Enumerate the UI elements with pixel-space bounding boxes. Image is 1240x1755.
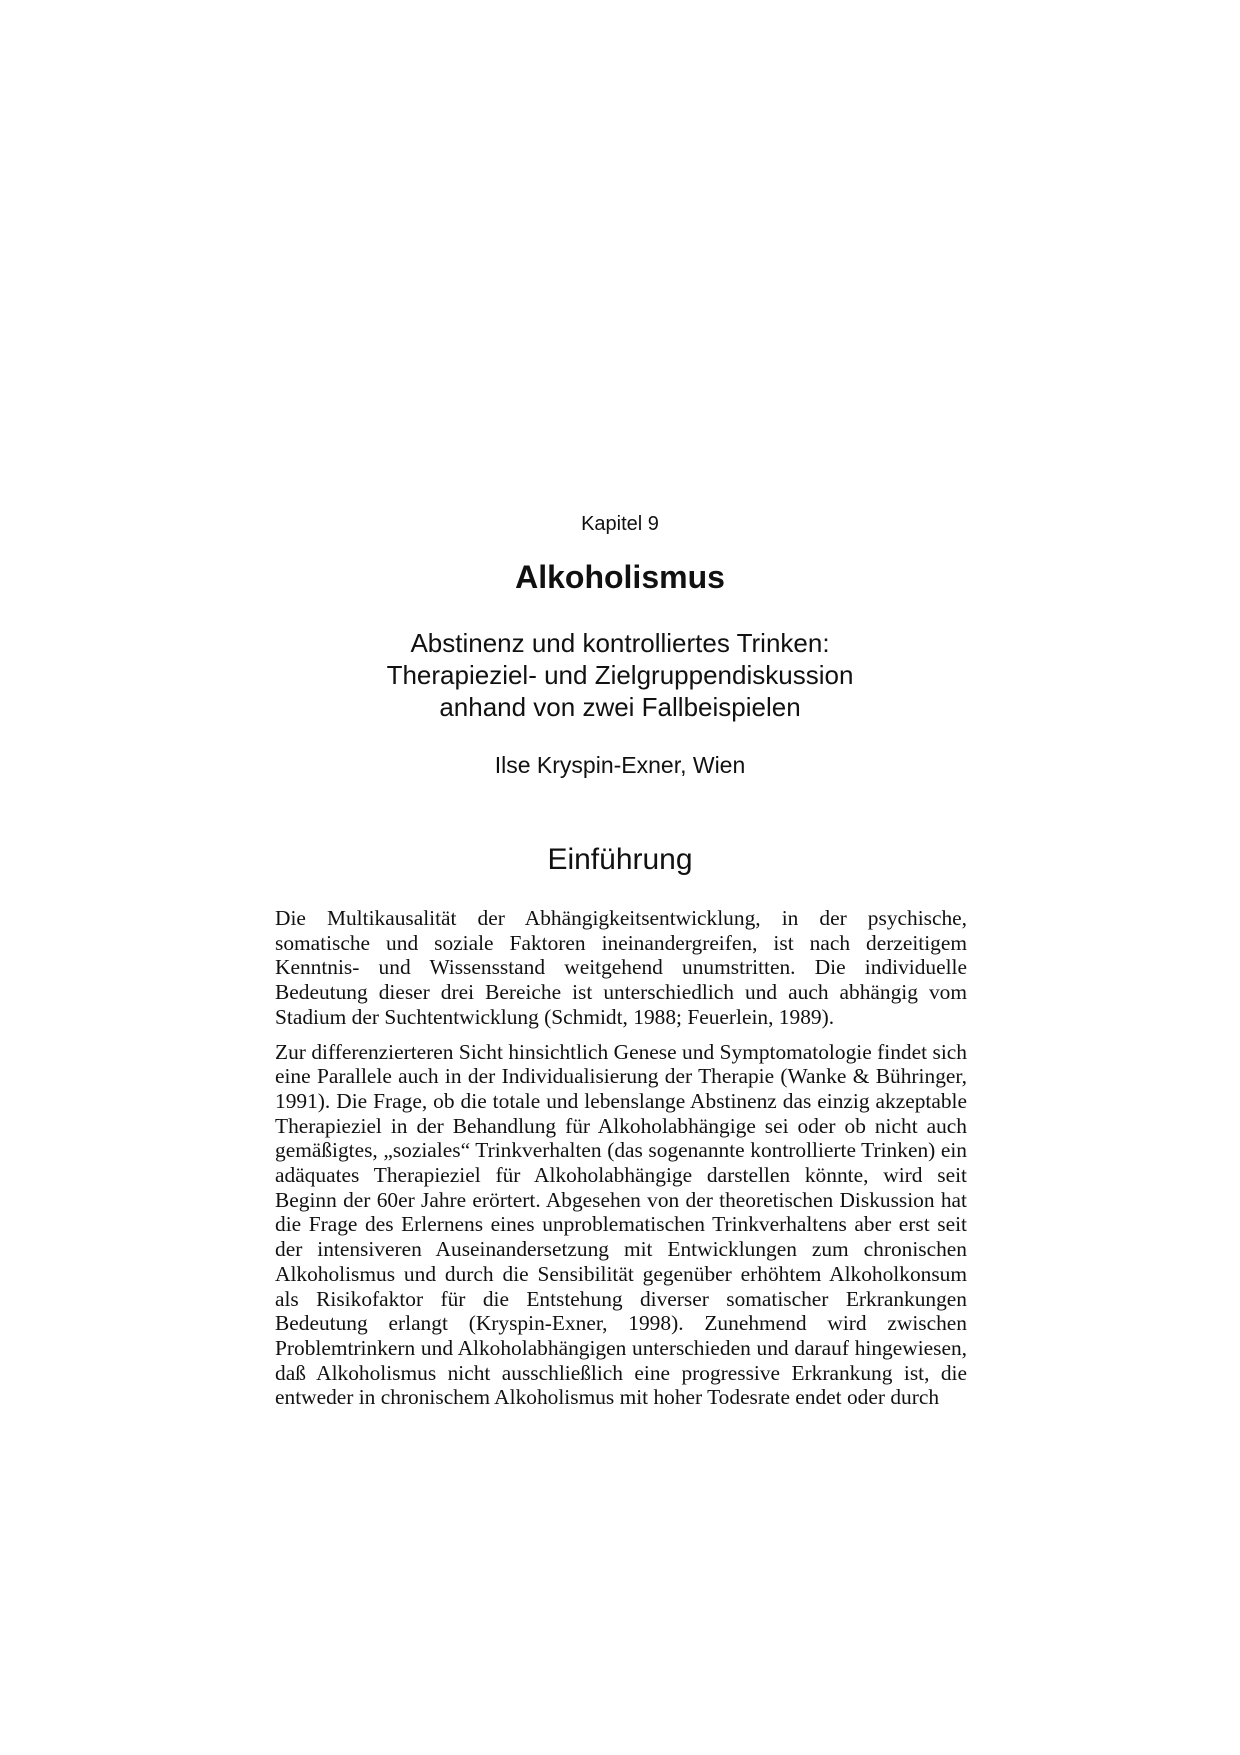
chapter-label: Kapitel 9 [581, 513, 659, 535]
chapter-title: Alkoholismus [515, 559, 725, 595]
section-heading: Einführung [547, 843, 693, 876]
paragraph: Zur differenzierteren Sicht hinsichtlich Genese und Symptomatologie findet sich eine Parallele auch in der Individualisierung der Therapie (Wanke & Bühringer, 1991). Die Frage, ob die totale und lebenslange Abstinenz das einzig akzeptable Therapieziel in der Behandlung für Alkoholabhängige sei oder ob nicht auch gemäßigtes, „soziales“ Trinkverhalten (das sogenannte kontrollierte Trinken) ein adäquates Therapieziel für Alkoholabhängige darstellen könnte, wird seit Beginn der 60er Jahre erörtert. Abgesehen von der theoretischen Diskussion hat die Frage des Erlernens eines unproblematischen Trinkverhaltens aber erst seit der intensiveren Auseinandersetzung mit Entwicklungen zum chronischen Alkoholismus und durch die Sensibilität gegenüber erhöhtem Alkoholkonsum als Risikofaktor für die Entstehung diverser somatischer Erkrankungen Bedeutung erlangt (Kryspin-Exner, 1998). Zunehmend wird zwischen Problemtrinkern und Alkoholabhängigen unterschieden und darauf hingewiesen, daß Alkoholismus nicht ausschließlich eine progressive Erkrankung ist, die entweder in chronischem Alkoholismus mit hoher Todesrate endet oder durch [275, 1039, 967, 1410]
paragraph: Die Multikausalität der Abhängigkeitsentwicklung, in der psychische, somatische und soziale Faktoren ineinandergreifen, ist nach derzeitigem Kenntnis- und Wissensstand weitgehend unumstritten. Die individuelle Bedeutung dieser drei Bereiche ist unterschiedlich und auch abhängig vom Stadium der Suchtentwicklung (Schmidt, 1988; Feuerlein, 1989). [275, 906, 967, 1029]
body-text [275, 906, 967, 1420]
author-line: Ilse Kryspin-Exner, Wien [494, 752, 746, 778]
chapter-subtitle [0, 627, 1240, 723]
subtitle-line: anhand von zwei Fallbeispielen [439, 692, 801, 722]
subtitle-line: Therapieziel- und Zielgruppendiskussion [386, 660, 854, 690]
subtitle-line: Abstinenz und kontrolliertes Trinken: [410, 628, 830, 658]
